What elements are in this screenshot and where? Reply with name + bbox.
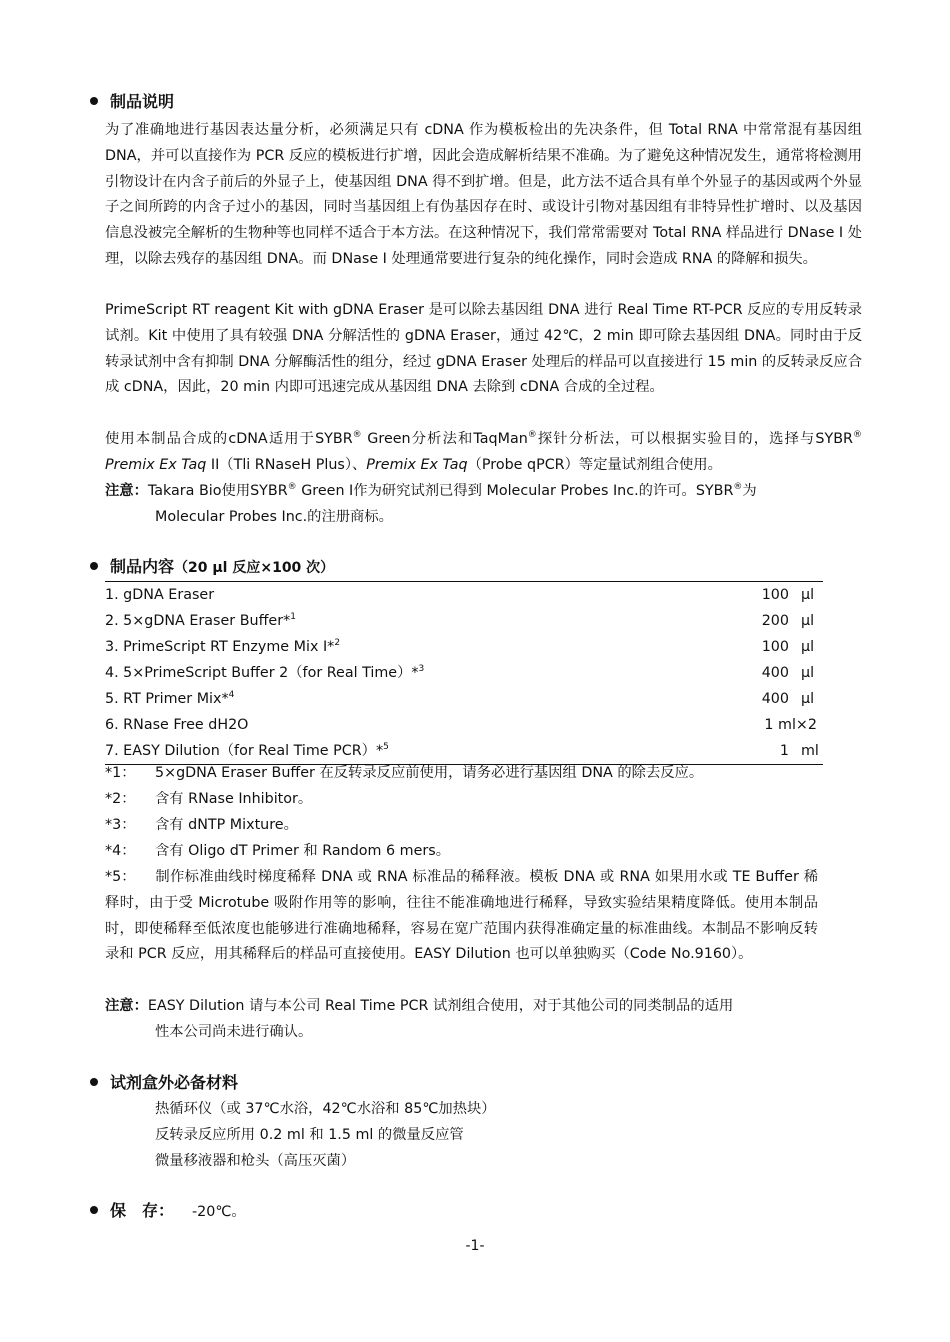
section-heading-storage xyxy=(90,1201,246,1222)
item-name: 3. PrimeScript RT Enzyme Mix I*$^2$ xyxy=(105,638,341,655)
list-item: 微量移液器和枪头（高压灭菌） xyxy=(155,1153,356,1169)
item-qty: 1 ml×2 xyxy=(764,717,817,733)
item-name: 2. 5×gDNA Eraser Buffer*$^1$ xyxy=(105,612,296,629)
table-row xyxy=(105,608,823,634)
page-number: -1- xyxy=(465,1238,485,1254)
item-unit: μl xyxy=(801,691,815,707)
description-paragraph-1: 为了准确地进行基因表达量分析，必须满足只有 cDNA 作为模板检出的先决条件，但 Total RNA 中常常混有基因组 DNA，并可以直接作为 PCR 反应的模板进行扩增，因此会造成解析结果不准确。为了避免这种情况发生，通常将检测用引物设计在内含子前后的外显子上，使基因组 DNA 得不到扩增。但是，此方法不适合具有单个外显子的基因或两个外显子之间所跨的内含子过小的基因，同时当基因组上有伪基因存在时、或设计引物对基因组有非特异性扩增时、以及基因信息没被完全解析的生物种等也同样不适合于本方法。在这种情况下，我们常常需要对 Total RNA 样品进行 DNase I 处理，以除去残存的基因组 DNA。而 DNase I 处理通常要进行复杂的纯化操作，同时会造成 RNA 的降解和损失。 xyxy=(105,122,862,267)
note-label: 注意： xyxy=(105,483,148,499)
section-heading-materials xyxy=(90,1073,238,1093)
item-unit: μl xyxy=(801,665,815,681)
item-unit: μl xyxy=(801,587,815,603)
table-row xyxy=(105,634,823,660)
footnote: *1： 5×gDNA Eraser Buffer 在反转录反应前使用，请务必进行基因组 DNA 的除去反应。 xyxy=(105,765,704,781)
bullet-icon xyxy=(90,562,98,570)
footnote: *4： 含有 Oligo dT Primer 和 Random 6 mers。 xyxy=(105,843,450,859)
item-qty: 100 xyxy=(761,587,789,603)
item-qty: 1 xyxy=(729,738,801,765)
description-paragraph-3: 使用本制品合成的cDNA适用于SYBR® Green分析法和TaqMan®探针分析法，可以根据实验目的，选择与SYBR® Premix Ex Taq II（Tli RNaseH Plus）、Premix Ex Taq（Probe qPCR）等定量试剂组合使用。 xyxy=(105,430,862,473)
bullet-icon xyxy=(90,97,98,105)
item-unit: ml xyxy=(801,738,823,765)
item-unit: μl xyxy=(801,613,815,629)
item-name: 6. RNase Free dH2O xyxy=(105,717,249,733)
note-label: 注意： xyxy=(105,998,148,1014)
table-row xyxy=(105,686,823,712)
table-row xyxy=(105,660,823,686)
section-title: 保 存： xyxy=(110,1201,175,1220)
section-heading-description xyxy=(90,92,174,112)
footnote: *2： 含有 RNase Inhibitor。 xyxy=(105,791,313,807)
item-name: 4. 5×PrimeScript Buffer 2（for Real Time）*$^3$ xyxy=(105,664,425,681)
footnote-5: *5： 制作标准曲线时梯度稀释 DNA 或 RNA 标准品的稀释液。模板 DNA 或 RNA 如果用水或 TE Buffer 稀释时，由于受 Microtube 吸附作用等的影响，往往不能准确地进行稀释，导致实验结果精度降低。使用本制品时，即使稀释至低浓度也能够进行准确地稀释，容易在宽广范围内获得准确定量的标准曲线。本制品不影响反转录和 PCR 反应，用其稀释后的样品可直接使用。EASY Dilution 也可以单独购买（Code No.9160）。 xyxy=(105,869,818,963)
section-title: 试剂盒外必备材料 xyxy=(110,1073,239,1092)
item-qty: 400 xyxy=(761,665,789,681)
contents-note: 注意：EASY Dilution 请与本公司 Real Time PCR 试剂组合使用，对于其他公司的同类制品的适用 性本公司尚未进行确认。 xyxy=(105,998,734,1040)
item-qty: 400 xyxy=(761,691,789,707)
list-item: 热循环仪（或 37℃水浴，42℃水浴和 85℃加热块） xyxy=(155,1101,496,1117)
list-item: 反转录反应所用 0.2 ml 和 1.5 ml 的微量反应管 xyxy=(155,1127,464,1143)
section-heading-contents xyxy=(90,557,334,578)
table-row xyxy=(105,712,823,738)
item-name: 7. EASY Dilution（for Real Time PCR）*$^5$ xyxy=(105,738,729,765)
description-note: 注意：Takara Bio使用SYBR® Green I作为研究试剂已得到 Molecular Probes Inc.的许可。SYBR®为 Molecular Probes Inc.的注册商标。 xyxy=(105,482,757,525)
storage-value: -20℃。 xyxy=(192,1204,246,1220)
contents-table xyxy=(105,581,823,765)
item-name: 5. RT Primer Mix*$^4$ xyxy=(105,690,235,707)
section-title: 制品说明 xyxy=(110,92,175,111)
item-name: 1. gDNA Eraser xyxy=(105,587,215,603)
item-qty: 200 xyxy=(761,613,789,629)
description-paragraph-2: PrimeScript RT reagent Kit with gDNA Eraser 是可以除去基因组 DNA 进行 Real Time RT-PCR 反应的专用反转录试剂。Kit 中使用了具有较强 DNA 分解活性的 gDNA Eraser，通过 42℃，2 min 即可除去基因组 DNA。同时由于反转录试剂中含有抑制 DNA 分解酶活性的组分，经过 gDNA Eraser 处理后的样品可以直接进行 15 min 的反转录反应合成 cDNA，因此，20 min 内即可迅速完成从基因组 DNA 去除到 cDNA 合成的全过程。 xyxy=(105,302,862,396)
bullet-icon xyxy=(90,1078,98,1086)
item-qty: 100 xyxy=(761,639,789,655)
table-row xyxy=(105,582,823,608)
item-unit: μl xyxy=(801,639,815,655)
section-subtitle: （20 μl 反应×100 次） xyxy=(174,560,335,576)
section-title: 制品内容 xyxy=(110,557,175,576)
footnote: *3： 含有 dNTP Mixture。 xyxy=(105,817,298,833)
bullet-icon xyxy=(90,1206,98,1214)
